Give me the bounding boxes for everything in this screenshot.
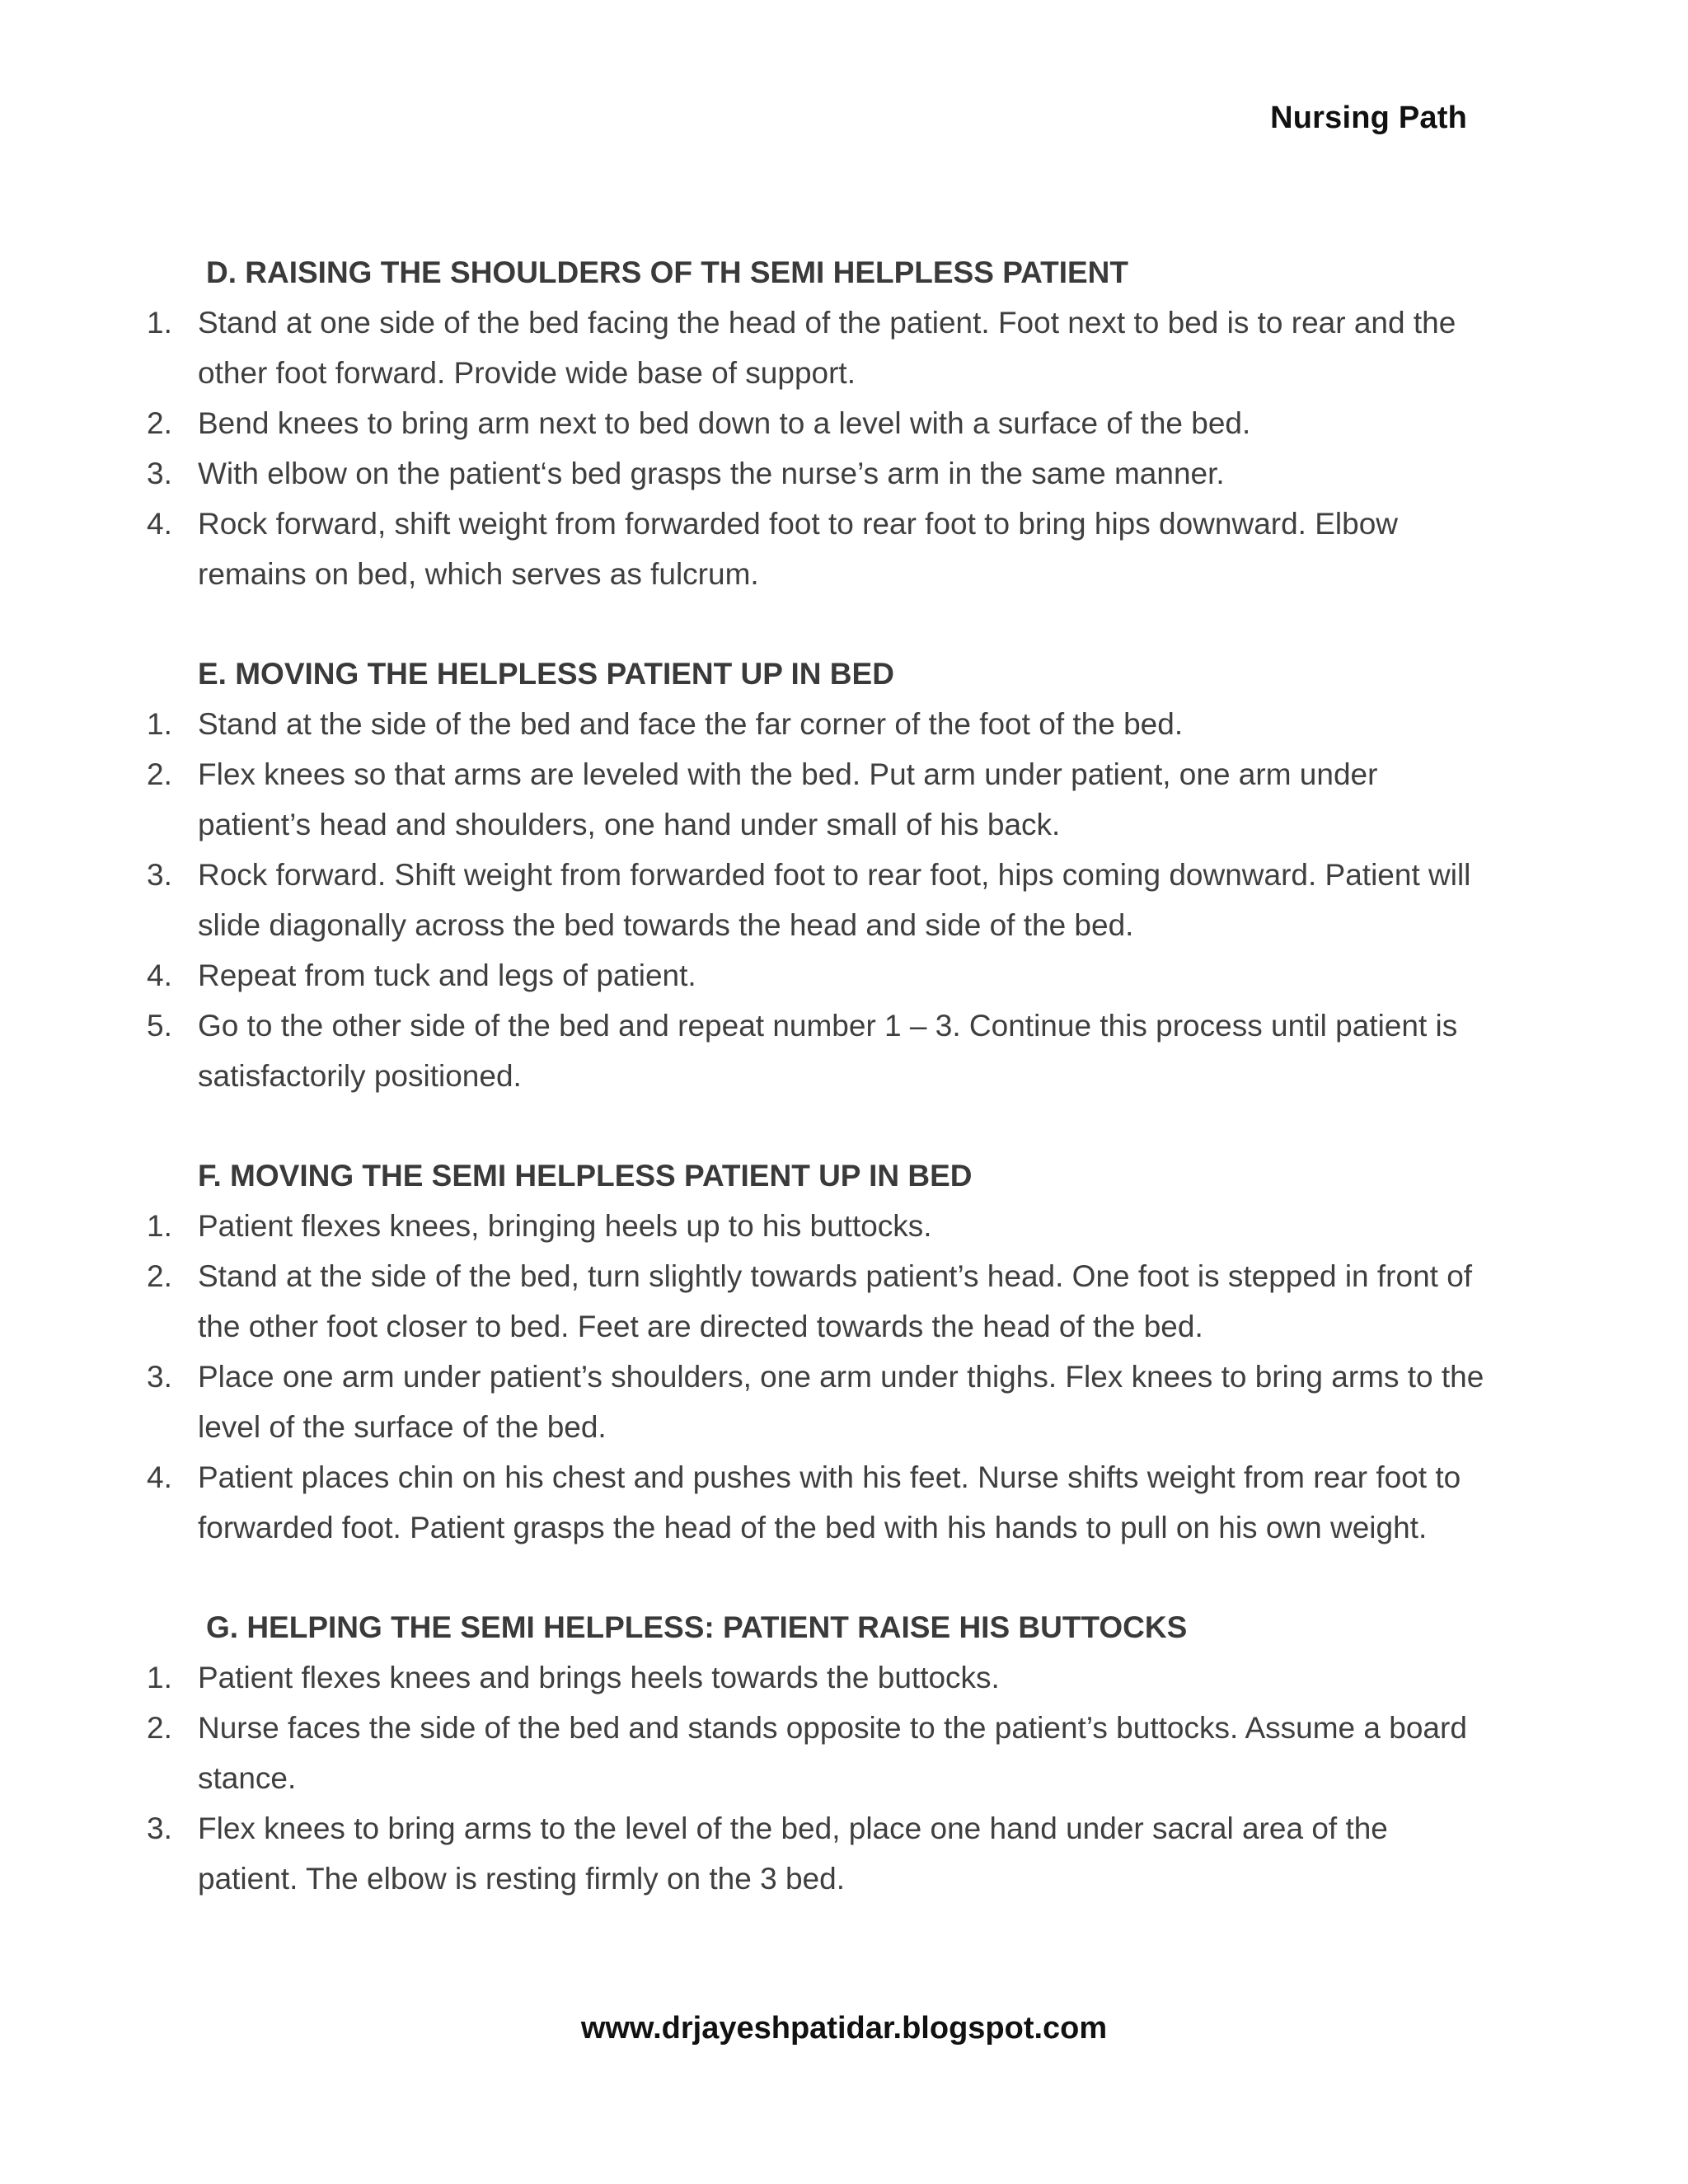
- step-text: Nurse faces the side of the bed and stands opposite to the patient’s buttocks. Assume a board stance.: [198, 1711, 1467, 1795]
- list-item: [140, 499, 1492, 599]
- page-header-title: Nursing Path: [1270, 101, 1467, 135]
- step-text: Repeat from tuck and legs of patient.: [198, 958, 696, 992]
- list-item: [140, 1703, 1492, 1803]
- section-heading: G. HELPING THE SEMI HELPLESS: PATIENT RAISE HIS BUTTOCKS: [206, 1610, 1188, 1644]
- step-list: [140, 699, 1492, 1101]
- step-text: Stand at one side of the bed facing the head of the patient. Foot next to bed is to rear and the other foot forward. Provide wide base of support.: [198, 306, 1456, 390]
- list-item: [140, 749, 1492, 850]
- list-item: [140, 1201, 1492, 1251]
- step-text: Place one arm under patient’s shoulders, one arm under thighs. Flex knees to bring arms to the level of the surface of the bed.: [198, 1360, 1484, 1444]
- document-body: [140, 247, 1492, 1953]
- step-number: 2.: [147, 1259, 172, 1293]
- step-text: Stand at the side of the bed and face the far corner of the foot of the bed.: [198, 707, 1184, 741]
- step-list: [140, 1652, 1492, 1904]
- step-text: Go to the other side of the bed and repeat number 1 – 3. Continue this process until patient is satisfactorily positioned.: [198, 1009, 1458, 1093]
- step-number: 2.: [147, 406, 172, 440]
- list-item: [140, 1251, 1492, 1352]
- step-text: Flex knees so that arms are leveled with the bed. Put arm under patient, one arm under patient’s head and shoulders, one hand under small of his back.: [198, 757, 1378, 841]
- footer-url: www.drjayeshpatidar.blogspot.com: [580, 2011, 1108, 2046]
- list-item: [140, 850, 1492, 950]
- step-text: With elbow on the patient‘s bed grasps the nurse’s arm in the same manner.: [198, 457, 1225, 490]
- step-text: Rock forward. Shift weight from forwarded foot to rear foot, hips coming downward. Patient will slide diagonally across the bed towards the head and side of the bed.: [198, 858, 1471, 942]
- list-item: [140, 398, 1492, 448]
- list-item: [140, 1452, 1492, 1553]
- step-number: 3.: [147, 1360, 172, 1394]
- step-number: 1.: [147, 1661, 172, 1694]
- list-item: [140, 1803, 1492, 1904]
- step-number: 3.: [147, 1811, 172, 1845]
- step-text: Rock forward, shift weight from forwarded foot to rear foot to bring hips downward. Elbow remains on bed, which serves as fulcrum.: [198, 507, 1399, 591]
- step-number: 2.: [147, 757, 172, 791]
- list-item: [140, 950, 1492, 1001]
- section-g: [140, 1602, 1492, 1904]
- step-number: 3.: [147, 457, 172, 490]
- step-list: [140, 298, 1492, 599]
- step-number: 1.: [147, 1209, 172, 1243]
- list-item: [140, 1001, 1492, 1101]
- step-list: [140, 1201, 1492, 1553]
- section-d: [140, 247, 1492, 599]
- list-item: [140, 1652, 1492, 1703]
- step-text: Bend knees to bring arm next to bed down to a level with a surface of the bed.: [198, 406, 1251, 440]
- step-number: 5.: [147, 1009, 172, 1043]
- step-text: Patient places chin on his chest and pushes with his feet. Nurse shifts weight from rear foot to forwarded foot. Patient grasps the head of the bed with his hands to pull on his own weight.: [198, 1460, 1461, 1544]
- section-heading: E. MOVING THE HELPLESS PATIENT UP IN BED: [198, 657, 894, 691]
- section-heading: F. MOVING THE SEMI HELPLESS PATIENT UP IN BED: [198, 1159, 973, 1193]
- step-text: Patient flexes knees and brings heels towards the buttocks.: [198, 1661, 1000, 1694]
- step-number: 2.: [147, 1711, 172, 1745]
- step-number: 1.: [147, 707, 172, 741]
- step-number: 4.: [147, 958, 172, 992]
- step-text: Flex knees to bring arms to the level of the bed, place one hand under sacral area of the patient. The elbow is resting firmly on the 3 bed.: [198, 1811, 1388, 1896]
- section-heading: D. RAISING THE SHOULDERS OF TH SEMI HELPLESS PATIENT: [206, 255, 1128, 289]
- step-text: Patient flexes knees, bringing heels up to his buttocks.: [198, 1209, 932, 1243]
- step-number: 1.: [147, 306, 172, 340]
- step-text: Stand at the side of the bed, turn slightly towards patient’s head. One foot is stepped in front of the other foot closer to bed. Feet are directed towards the head of the bed.: [198, 1259, 1473, 1343]
- list-item: [140, 448, 1492, 499]
- list-item: [140, 298, 1492, 398]
- step-number: 4.: [147, 1460, 172, 1494]
- step-number: 3.: [147, 858, 172, 892]
- list-item: [140, 699, 1492, 749]
- step-number: 4.: [147, 507, 172, 541]
- section-f: [140, 1151, 1492, 1553]
- list-item: [140, 1352, 1492, 1452]
- section-e: [140, 649, 1492, 1101]
